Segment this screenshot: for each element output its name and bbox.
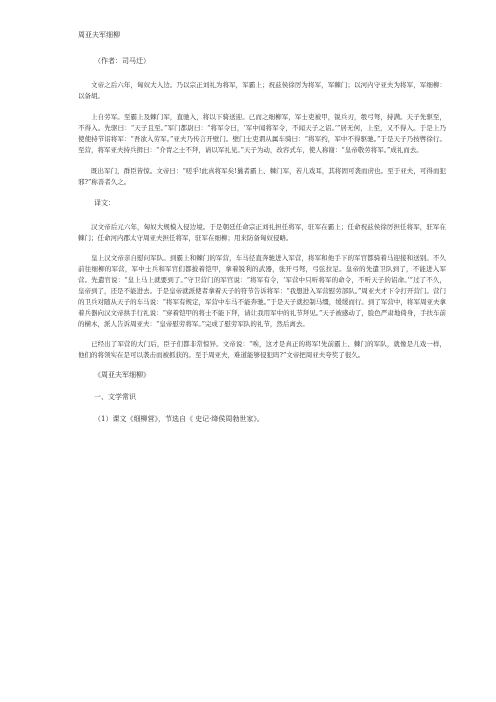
book-title: 《周亚夫军细柳》 — [94, 371, 150, 379]
author-line: （作者：司马迁） — [94, 57, 150, 65]
paragraph-3: 既出军门，群臣皆惊。文帝曰：“嗟乎!此真将军矣!曩者霸上、棘门军，若儿戏耳，其将固可袭而虏也。至于亚夫，可得而犯邪?”称善者久之。 — [78, 167, 446, 186]
section-heading: 一、文学常识 — [94, 393, 136, 401]
translation-paragraph-1: 汉文帝后元六年，匈奴大规模入侵边境。于是朝廷任命宗正刘礼担任将军，驻军在霸上；任命祝兹侯徐厉担任将军，驻军在棘门；任命河内郡太守周亚夫担任将军，驻军在细柳；用来防备匈奴侵略。 — [78, 223, 446, 242]
paragraph-2: 上自劳军。至霸上及棘门军，直驰入，将以下骑送迎。已而之细柳军，军士吏被甲，锐兵刃，彀弓弩，持满。天子先驱至，不得入。先驱曰：“天子且至。”军门都尉曰：“将军令曰，‘军中闻将军令，不闻天子之诏。’”居无何，上至，又不得入。于是上乃使使持节诏将军：“吾欲入劳军。”亚夫乃传言开壁门。壁门士吏谓从属车骑曰：“将军约，军中不得驱驰。”于是天子乃按辔徐行。至营，将军亚夫持兵揖曰：“介胄之士不拜，请以军礼见。”天子为动，改容式车，使人称谢：“皇帝敬劳将军。”成礼而去。 — [78, 113, 446, 154]
list-item: （1）课文《细柳营》，节选自《 史记·绛侯周勃世家》。 — [94, 415, 264, 423]
translation-paragraph-2: 皇上汉文帝亲自慰问军队。到霸上和棘门的军营，车马径直奔驰进入军营，将军和他手下的军官都骑着马迎接和送别。不久前往细柳的军营，军中士兵和军官们都披着铠甲，拿着锐利的武器，张开弓弩，弓弦拉足。皇帝的先遣卫队到了，不能进入军营。先遣官说：“皇上马上就要到了。”守卫营门的军官说：“将军有令，‘军营中只听将军的命令，不听天子的诏命。’”过了不久，皇帝到了，还是不能进去。于是皇帝就派使者拿着天子的符节告诉将军：“我想进入军营慰劳部队。”周亚夫才下令打开营门。营门的卫兵对随从天子的车马说：“将军有规定，军营中车马不能奔驰。”于是天子就控制马缰，缓缓而行。到了军营中，将军周亚夫拿着兵器向汉文帝拱手行礼说：“穿着铠甲的将士不能下拜，请让我用军中的礼节拜见。”天子被感动了，脸色严肃地倚身，手扶车前的横木，派人告诉周亚夫：“皇帝慰劳将军。”完成了慰劳军队的礼节，然后离去。 — [78, 254, 446, 328]
paragraph-1: 文帝之后六年，匈奴大入边。乃以宗正刘礼为将军，军霸上；祝兹侯徐厉为将军，军棘门；以河内守亚夫为将军，军细柳：以备胡。 — [78, 81, 446, 100]
translation-paragraph-3: 已经出了军营的大门后，臣子们都非常惊异。文帝说：“唉，这才是真正的将军!先前霸上、棘门的军队，就像是儿戏一样，他们的将领实在是可以袭击而被抓获的。至于周亚夫，难道能够侵犯吗?”文帝把周亚夫夸奖了很久。 — [78, 340, 446, 359]
translation-label: 译文： — [94, 199, 115, 207]
document-title: 周亚夫军细柳 — [78, 31, 120, 39]
